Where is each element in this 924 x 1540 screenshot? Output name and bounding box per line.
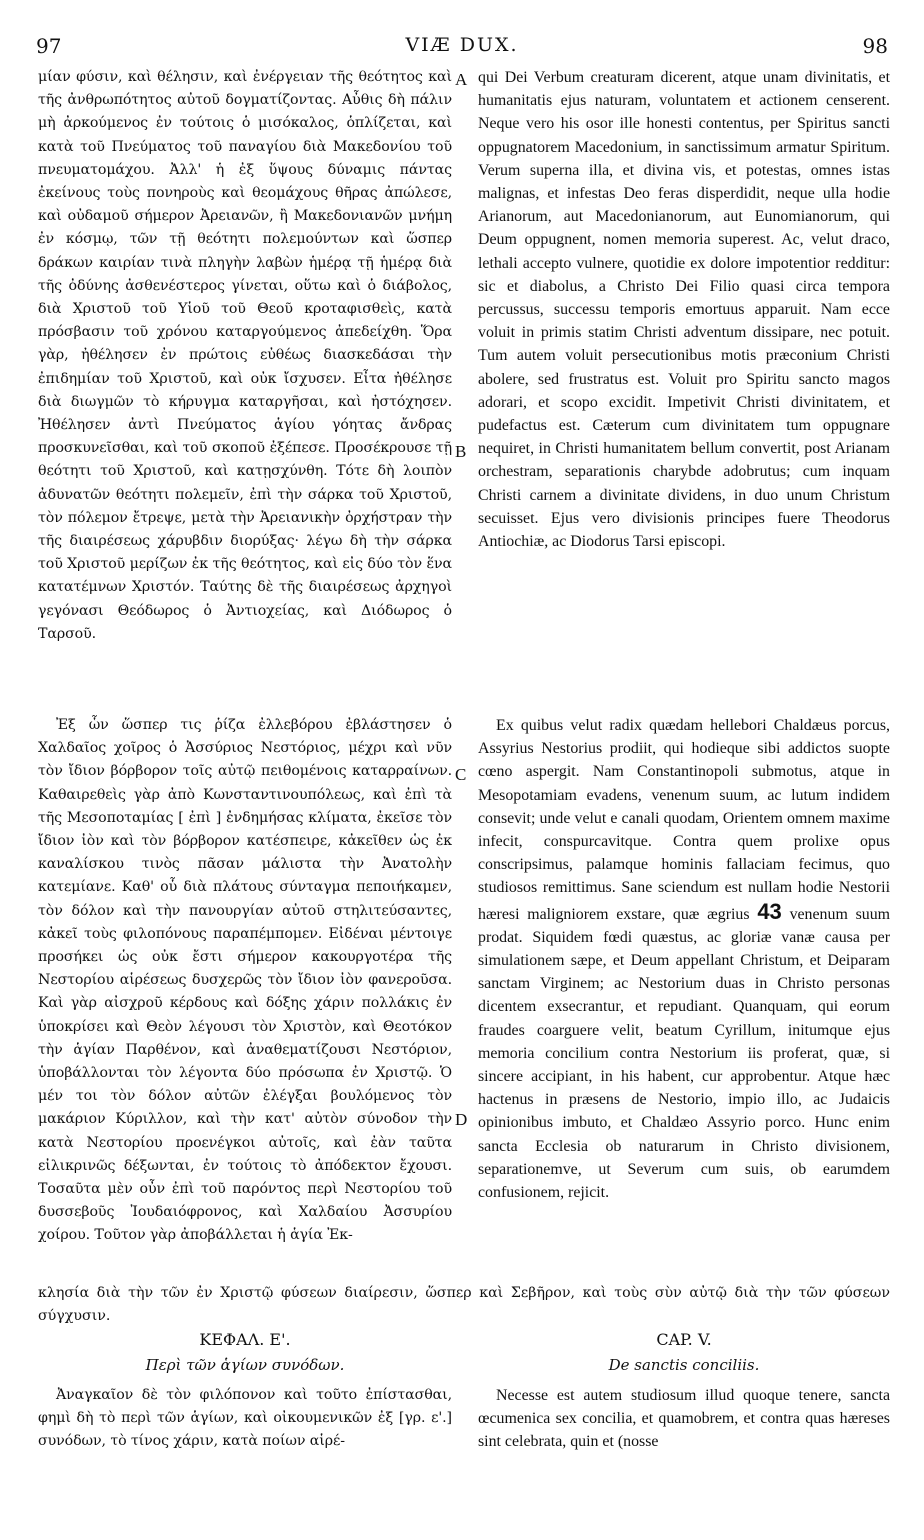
running-title: VIÆ DUX. (405, 34, 519, 56)
page-number-right: 98 (862, 34, 888, 58)
margin-letter-c: C (455, 765, 467, 784)
latin-column-para-1 (478, 66, 890, 686)
page-marker: 43 (757, 898, 782, 924)
greek-paragraph: Ἐξ ὧν ὥσπερ τις ῥίζα ἐλλεβόρου ἐβλάστησεν ὁ Χαλδαῖος χοῖρος ὁ Ἀσσύριος Νεστόριος, μέχρι καὶ νῦν τὸν ἴδιον βόρβορον τοῖς αὐτῷ πειθομένοις καταρραίνων. Καθαιρεθεὶς γὰρ ἀπὸ Κωνσταντινουπόλεως, καὶ ἐπὶ τὰ τῆς Μεσοποταμίας [ ἐπὶ ] ἐνδημήσας κλίματα, ἐκεῖσε τὸν ἴδιον ἰὸν καὶ τὸν βόρβορον κατέσπειρε, κἀκεῖθεν ὡς ἐκ καναλίσκου τινὸς πᾶσαν μάλιστα τὴν Ἀνατολὴν κατεμίανε. Καθ' οὗ διὰ πλάτους σύνταγμα πεποιήκαμεν, τὸν δόλον καὶ τὴν πανουργίαν αὐτοῦ στηλιτεύσαντες, κἀκεῖ τοὺς φιλοπόνους παραπέμπομεν. Εἰδέναι μέντοιγε προσήκει ὡς οὐκ ἔστι σήμερον κακουργοτέρα τῆς Νεστορίου αἱρέσεως δυσχερῶς τὸν ἴδιον ἰὸν φανεροῦσα. Καὶ γὰρ αἰσχροῦ κέρδους καὶ δόξης χάριν πολλάκις ἐν ὑποκρίσει καὶ Θεὸν λέγουσι τὸν Χριστὸν, καὶ Θεοτόκον τὴν ἁγίαν Παρθένον, καὶ ἀναθεματίζουσι Νεστόριον, ὑποβάλλονται τὸν λέγοντα δύο πρόσωπα ἐν Χριστῷ. Ὁ μέν τοι τὸν δόλον αὐτῶν ἐλέγξαι βουλόμενος τὸν μακάριον Κύριλλον, καὶ τὴν κατ' αὐτὸν σύνοδον τὴν κατὰ Νεστορίου προενέγκοι αὐτοῖς, καὶ ἐὰν ταῦτα εἰλικρινῶς δέξωνται, ἐν τούτοις τὸ ἀπόδεκτον ἔχουσι. Τοσαῦτα μὲν οὖν ἐπὶ τοῦ παρόντος περὶ Νεστορίου τοῦ δυσσεβοῦς Ἰουδαιόφρονος, καὶ Χαλδαίου Ἀσσυρίου χοίρου. Τοῦτον γὰρ ἀποβάλλεται ἡ ἁγία Ἐκ- (38, 717, 452, 1244)
latin-column-para-3 (478, 1384, 890, 1459)
latin-chapter-heading: CAP. V. (656, 1330, 712, 1349)
greek-paragraph: Ἀναγκαῖον δὲ τὸν φιλόπονον καὶ τοῦτο ἐπίστασθαι, φημὶ δὴ τὸ περὶ τῶν ἁγίων, καὶ οἰκουμενικῶν ἐξ [γρ. ε'.] συνόδων, τὸ τίνος χάριν, κατὰ ποίων αἱρέ- (38, 1387, 452, 1450)
latin-text-b: venenum suum prodat. Siquidem fœdi quæstus, ac gloriæ vanæ causa per simulationem sæpe, et Deum appellant Christum, et Deiparam sanctam Virginem; ac Nestorium duas in Christo personas dicentem exsecrantur, et repudiant. Quanquam, qui eorum fraudes coarguere velit, beatum Cyrillum, initumque ejus memoria concilium contra Nestorium iis proferat, quæ, si sincere accipiant, in his habent, cur approbentur. Atque hæc hactenus in præsens de Nestorio, impio illo, ac Judaicis opinionibus imbuto, et Chaldæo Assyrio porco. Hunc enim sancta Ecclesia ob naturarum in Christo divisionem, separationemve, ut Severum cum suis, ob earumdem confusionem, rejicit. (478, 905, 890, 1202)
greek-chapter-heading: ΚΕΦΑΛ. Ε'. (199, 1330, 291, 1349)
page-number-left: 97 (36, 34, 62, 58)
margin-letter-d: D (455, 1110, 468, 1129)
greek-column-para-2 (38, 714, 452, 1294)
latin-chapter-title: De sanctis conciliis. (608, 1356, 760, 1374)
greek-fullwidth-line: κλησία διὰ τὴν τῶν ἐν Χριστῷ φύσεων διαίρεσιν, ὥσπερ καὶ Σεβῆρον, καὶ τοὺς σὺν αὐτῷ διὰ τὴν τῶν φύσεων σύγχυσιν. (38, 1285, 890, 1325)
greek-paragraph: μίαν φύσιν, καὶ θέλησιν, καὶ ἐνέργειαν τῆς θεότητος καὶ τῆς ἀνθρωπότητος αὐτοῦ δογματίζοντας. Αὖθις δὴ πάλιν μὴ ἀρκούμενος ἐν τούτοις ὁ μισόκαλος, ὁπλίζεται, καὶ κατὰ τοῦ Πνεύματος τοῦ παναγίου διὰ Μακεδονίου τοῦ πνευματομάχου. Ἀλλ' ἡ ἐξ ὕψους δύναμις πάντας ἐκείνους τοὺς πονηροὺς καὶ θεομάχους θῆρας ἀπώλεσε, καὶ οὐδαμοῦ σήμερον Ἀρειανῶν, ἢ Μακεδονιανῶν μνήμη ἐν κόσμῳ, τῶν τῇ θεότητι πολεμούντων καὶ ὥσπερ δράκων καιρίαν τινὰ πληγὴν λαβὼν ἡμέρᾳ τῇ ἡμέρᾳ διὰ τῆς ὀδύνης ἀσθενέστερος γίνεται, οὕτω καὶ ὁ διάβολος, διὰ Χριστοῦ τοῦ Υἱοῦ τοῦ Θεοῦ κροταφισθεὶς, κατὰ πρόσβασιν τοῦ χρόνου καταργούμενος ἀπεδείχθη. Ὅρα γὰρ, ἠθέλησεν ἐν πρώτοις εὐθέως διασκεδάσαι τὴν ἐπιδημίαν τοῦ Χριστοῦ, καὶ οὐκ ἴσχυσεν. Εἶτα ἠθέλησε διὰ διωγμῶν τὸ κήρυγμα καταργῆσαι, καὶ ἠστόχησεν. Ἠθέλησεν ἀντὶ Πνεύματος ἁγίου γόητας ἄνδρας προσκυνεῖσθαι, καὶ τοῦ σκοποῦ ἐξέπεσε. Προσέκρουσε τῇ θεότητι τοῦ Χριστοῦ, καὶ κατῃσχύνθη. Τότε δὴ λοιπὸν ἀδυνατῶν θεότητι πολεμεῖν, ἐπὶ τὴν σάρκα τοῦ Χριστοῦ, τὸν πόλεμον ἔτρεψε, μετὰ τὴν Ἀρειανικὴν ὀρχήστραν τὴν τῆς διαιρέσεως χάρυβδιν διορύξας· λέγω δὴ τὴν σάρκα τοῦ Χριστοῦ μερίζων ἐκ τῆς θεότητος, καὶ εἰς δύο τὸν ἕνα κατατέμνων Χριστόν. Ταύτης δὲ τῆς διαιρέσεως ἀρχηγοὶ γεγόνασι Θεόδωρος ὁ Ἀντιοχείας, καὶ Διόδωρος ὁ Ταρσοῦ. (38, 69, 452, 642)
latin-paragraph: Necesse est autem studiosum illud quoque tenere, sancta œcumenica sex concilia, et quamobrem, et contra quas hæreses sint celebrata, quin et (nosse (478, 1387, 890, 1451)
greek-column-para-1 (38, 66, 452, 706)
latin-paragraph: qui Dei Verbum creaturam dicerent, atque unam divinitatis, et humanitatis ejus naturam, voluntatem et actionem censerent. Neque vero his osor ille honesti contentus, per Spiritus sancti oppugnatorem Macedonium, in sanctissimum armatur Spiritum. Verum superna illa, et divina vis, et potestas, omnes istas malignas, et infestas Deo feras disperdidit, neque ulla hodie Arianorum, aut Macedonianorum, aut Eunomianorum, qui Deum oppugnent, nomen memoria superest. Ac, velut draco, lethali accepto vulnere, quotidie ex dolore impotentior redditur: sic et diabolus, a Christo Dei Filio quasi circa tempora percussus, successu temporis emortuus apparuit. Nam ecce voluit in primis statim Christi adventum dissipare, nec potuit. Tum autem voluit persecutionibus motis præconium Christi abolere, sed frustratus est. Voluit pro Spiritu sancto magos adorari, et scopo excidit. Impetivit Christi divinitatem, et pudefactus est. Cæterum cum divinitatem tum oppugnare nequiret, in Christi humanitatem bellum convertit, post Arianam orchestram, separationis charybde adobrutus; cum inquam Christi carnem a divinitate dividens, in duo unum Christum secuisset. Ejus vero divisionis principes fuere Theodorus Antiochiæ, ac Diodorus Tarsi episcopi. (478, 69, 890, 551)
margin-letter-a: A (455, 70, 468, 89)
greek-chapter-title: Περὶ τῶν ἁγίων συνόδων. (145, 1356, 345, 1374)
latin-text-a: Ex quibus velut radix quædam hellebori Chaldæus porcus, Assyrius Nestorius prodiit, qui hodieque sibi addictos suopte cœno aspergit. Nam Constantinopoli submotus, atque in Mesopotamiam evadens, venenum suum, ac lutum indidem consevit; unde velut e canali quodam, Orientem omnem maxime infecit, conspurcavitque. Contra quem prolixe opus conscripsimus, palamque hominis fallaciam fecimus, quo studiosos remittimus. Sane sciendum est nullam hodie Nestorii hæresi maligniorem exstare, quæ ægrius (478, 717, 890, 923)
greek-column-para-3 (38, 1384, 452, 1459)
latin-paragraph (478, 714, 890, 1204)
running-header (0, 34, 924, 64)
latin-column-para-2 (478, 714, 890, 1284)
margin-letter-b: B (455, 442, 467, 461)
